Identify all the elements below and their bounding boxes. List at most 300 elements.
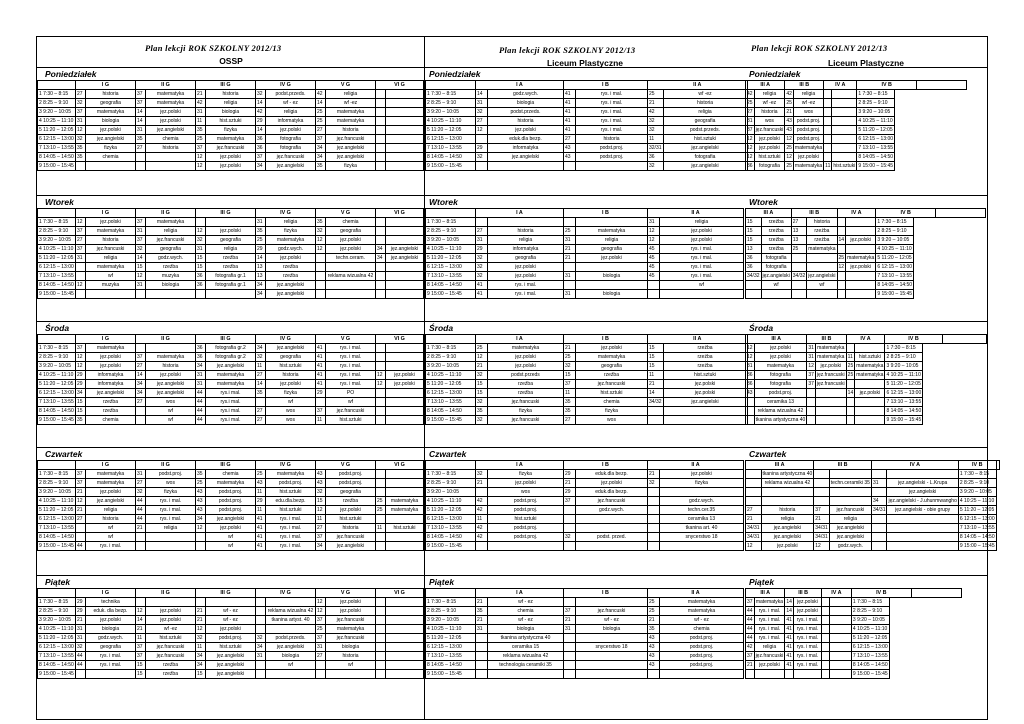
- room-number: 32: [648, 126, 664, 135]
- room-number: 21: [747, 661, 753, 668]
- column-header: I B: [564, 209, 648, 218]
- room-number: 25: [316, 117, 326, 126]
- room-number: 11: [648, 371, 664, 380]
- table-row: reklama wizualna 42 techn.ceramiki 35 31 jęz.angielski - L.Krupa 2 8:25 – 9:10: [746, 479, 1000, 488]
- subject: jęz.polski: [146, 108, 196, 117]
- subject: wf - ez: [206, 607, 256, 616]
- subject: jęz.polski: [815, 362, 846, 371]
- room-number: 42: [256, 108, 266, 117]
- room-number: 29: [256, 245, 266, 254]
- lesson-time: 7:30 – 8:15: [431, 344, 457, 351]
- table-row: 9 15:00 – 15:45 44 rys. i mal. wf 41 rys. i mal. 34 jęz.angielski: [38, 542, 424, 551]
- room-number: 43: [316, 470, 326, 479]
- room-number: 31: [871, 479, 887, 488]
- room-number: 29: [476, 144, 488, 153]
- lesson-time: 12:15 – 13:00: [857, 643, 888, 650]
- subject: [386, 542, 424, 551]
- room-number: [476, 670, 488, 679]
- subject: [386, 227, 424, 236]
- subject: hist.sztuki: [663, 135, 747, 144]
- room-number: 37: [136, 643, 146, 652]
- room-number: 14: [847, 389, 854, 396]
- subject: jęz.polski: [206, 153, 256, 162]
- room-number: 31: [476, 99, 488, 108]
- room-number: 42: [747, 643, 753, 650]
- room-number: 25: [786, 144, 792, 151]
- column-header: IV B: [885, 335, 942, 344]
- room-number: 35: [316, 162, 326, 171]
- subject: matematyka: [206, 135, 256, 144]
- subject: rzeźba: [146, 670, 196, 679]
- subject: [386, 117, 424, 126]
- day-label: Poniedziałek: [45, 69, 97, 79]
- subject: podst.proj.: [206, 497, 256, 506]
- subject: podst.przeds.: [266, 634, 316, 643]
- subject: hist.sztuki: [576, 389, 648, 398]
- room-number: [136, 407, 146, 416]
- subject: [576, 218, 648, 227]
- column-header: III B: [791, 209, 837, 218]
- schedule-table: [745, 208, 986, 299]
- room-number: 25: [564, 227, 576, 236]
- room-number: 25: [786, 99, 792, 106]
- lesson-time: 9:20 – 10:05: [431, 362, 459, 369]
- table-row: 42 religia 41 rys. i mal. 6 12:15 – 13:00: [747, 643, 888, 650]
- subject: matematyka: [86, 470, 136, 479]
- subject: [386, 470, 424, 479]
- subject: matematyka: [326, 117, 376, 126]
- room-number: [814, 488, 830, 497]
- room-number: [821, 652, 829, 661]
- room-number: 37: [76, 470, 86, 479]
- room-number: 41: [476, 281, 488, 290]
- room-number: [316, 398, 326, 407]
- room-number: [256, 607, 266, 616]
- room-number: 21: [648, 99, 664, 108]
- room-number: 14: [256, 380, 266, 389]
- subject: geografia: [488, 254, 564, 263]
- subject: historia: [146, 362, 196, 371]
- room-number: 31: [476, 625, 488, 634]
- table-row: 34 jęz.angielski - J.uhunmwangho 4 10:25 – 11:10: [746, 497, 1000, 506]
- subject: jęz.polski: [761, 542, 814, 551]
- room-number: 25: [648, 90, 664, 99]
- subject: [86, 290, 136, 299]
- subject: rys.i mal.: [206, 416, 256, 425]
- subject: matematyka: [86, 227, 136, 236]
- subject: [488, 670, 564, 679]
- subject: rys. i mal.: [576, 99, 648, 108]
- subject: jęz.angielski: [762, 272, 790, 279]
- subject: historia: [488, 227, 564, 236]
- room-number: 27: [476, 117, 488, 126]
- room-number: 32: [564, 533, 576, 542]
- lesson-time: 10:25 – 11:10: [43, 625, 74, 632]
- room-number: [76, 290, 86, 299]
- subject: rys. i mal.: [488, 290, 564, 299]
- room-number: 15: [196, 670, 206, 679]
- subject: wf: [326, 661, 376, 670]
- room-number: [871, 488, 887, 497]
- subject: rzeźba: [266, 263, 316, 272]
- subject: [846, 245, 876, 254]
- room-number: 32: [648, 479, 660, 488]
- table-row: 9 15:00 – 15:45 12 jęz.polski 34 jęz.angielski 35 fizyka: [38, 162, 424, 171]
- lesson-time: 12:15 – 13:00: [43, 515, 74, 522]
- lesson-time: 9:20 – 10:05: [431, 488, 459, 495]
- column-header: VI G: [376, 461, 424, 470]
- subject: [663, 416, 747, 425]
- subject: rzeźba: [266, 272, 316, 281]
- room-number: 25: [196, 479, 206, 488]
- day-label: Wtorek: [749, 197, 778, 207]
- table-row: 8 14:05 – 14:50 32 jęz.angielski 43 podst.proj. 36 fotografia: [426, 153, 748, 162]
- room-number: 11: [256, 488, 266, 497]
- lesson-time: 8:25 – 9:10: [43, 479, 69, 486]
- room-number: 44: [136, 497, 146, 506]
- subject: [807, 263, 837, 272]
- schedule-table: [37, 588, 424, 679]
- room-number: 21: [76, 506, 86, 515]
- lesson-time: 14:05 – 14:50: [890, 407, 922, 414]
- room-number: [376, 542, 386, 551]
- room-number: 31: [256, 218, 266, 227]
- lesson-time: 9:20 – 10:05: [890, 362, 919, 369]
- lesson-time: 15:00 – 15:45: [43, 416, 74, 423]
- ossp-day-table: [37, 208, 424, 299]
- subject: matematyka: [660, 598, 744, 607]
- room-number: 21: [196, 607, 206, 616]
- room-number: 21: [136, 625, 146, 634]
- room-number: 12: [196, 625, 206, 634]
- room-number: 31: [196, 371, 206, 380]
- room-number: [791, 290, 807, 299]
- room-number: 21: [564, 479, 576, 488]
- subject: [386, 479, 424, 488]
- room-number: 31: [747, 117, 753, 124]
- subject: jęz.angielski: [887, 488, 958, 497]
- lesson-time: 12:15 – 13:00: [431, 263, 462, 270]
- table-row: 1 7:30 – 8:15 12 jęz.polski 37 matematyka 31 religia 35 chemia: [38, 218, 424, 227]
- room-number: 11: [196, 117, 206, 126]
- room-number: 12: [648, 227, 660, 236]
- column-header: I A: [476, 209, 564, 218]
- room-number: [196, 533, 206, 542]
- room-number: 15: [564, 371, 576, 380]
- subject: jęz.polski: [86, 218, 136, 227]
- room-number: 34: [256, 162, 266, 171]
- table-row: 42 religia 42 religia 1 7:30 – 8:15: [746, 90, 967, 99]
- room-number: [807, 407, 816, 416]
- table-row: 5 11:20 – 12:05 15 rzeźba 37 jęz.francuski 21 jęz.polski: [426, 380, 748, 389]
- column-header: III B: [807, 335, 846, 344]
- subject: snycerstwo 18: [576, 643, 648, 652]
- room-number: [564, 670, 576, 679]
- lesson-time: 8:25 – 9:10: [431, 607, 457, 614]
- room-number: [376, 344, 386, 353]
- ossp-day-table: [37, 334, 424, 425]
- day-label: Czwartek: [45, 449, 83, 459]
- lesson-time: 12:15 – 13:00: [890, 389, 922, 396]
- lesson-time: 9:20 – 10:05: [43, 108, 71, 115]
- column-header: III A: [746, 209, 792, 218]
- room-number: 43: [786, 117, 792, 124]
- subject: [832, 135, 857, 144]
- room-number: 44: [136, 506, 146, 515]
- room-number: 35: [564, 398, 576, 407]
- room-number: [807, 416, 816, 425]
- subject: wf: [807, 281, 837, 290]
- room-number: 45: [648, 245, 660, 254]
- subject: jęz.polski: [206, 162, 256, 171]
- subject: fotografia: [266, 135, 316, 144]
- timetable-sheet: [36, 36, 995, 720]
- subject: podst.proj.: [488, 533, 564, 542]
- subject: [793, 670, 821, 679]
- room-number: 13: [256, 272, 266, 281]
- room-number: 41: [316, 362, 326, 371]
- subject: jęz.francuski: [206, 144, 256, 153]
- table-row: 7 13:10 – 13:55 32 jęz.polski 31 biologia 45 rys. i mal.: [426, 272, 744, 281]
- subject: matematyka: [576, 353, 648, 362]
- room-number: 34/32: [649, 398, 662, 405]
- room-number: 34/31: [815, 524, 828, 531]
- lesson-time: 10:25 – 11:10: [857, 625, 888, 632]
- column-header: III B: [814, 461, 872, 470]
- lesson-time: 7:30 – 8:15: [43, 90, 69, 97]
- room-number: [376, 362, 386, 371]
- table-row: 12 jęz.polski 31 matematyka 11 hist.sztuki 2 8:25 – 9:10: [746, 353, 987, 362]
- subject: fizyka: [206, 126, 256, 135]
- title-right: Plan lekcji ROK SZKOLNY 2012/13: [751, 43, 888, 53]
- table-row: 21 religia 21 religia 6 12:15 – 13:00: [747, 515, 995, 522]
- room-number: 25: [838, 254, 845, 261]
- subject: [807, 254, 837, 263]
- subject: [386, 272, 424, 281]
- room-number: [376, 126, 386, 135]
- subject: jęz.polski: [663, 389, 747, 398]
- lesson-time: 8:25 – 9:10: [43, 353, 69, 360]
- lesson-time: 7:30 – 8:15: [881, 218, 907, 225]
- room-number: 27: [256, 371, 266, 380]
- room-number: 25: [476, 344, 488, 353]
- column-header: II A: [648, 589, 744, 598]
- room-number: 35: [256, 227, 266, 236]
- subject: wf: [266, 398, 316, 407]
- lesson-time: 14:05 – 14:50: [881, 281, 913, 288]
- subject: jęz.angielski - obie grupy: [887, 506, 958, 515]
- room-number: [376, 616, 386, 625]
- lesson-time: 10:25 – 11:10: [43, 117, 74, 124]
- table-row: 8 14:05 – 14:50 41 rys. i mal. wf: [426, 281, 744, 290]
- lesson-time: 10:25 – 11:10: [431, 245, 462, 252]
- column-header: IV B: [851, 589, 911, 598]
- subject: [887, 542, 958, 551]
- room-number: 41: [786, 643, 792, 650]
- room-number: [376, 153, 386, 162]
- room-number: 12: [316, 607, 326, 616]
- subject: jęz.angielski: [146, 126, 196, 135]
- room-number: [196, 218, 206, 227]
- room-number: 14: [136, 117, 146, 126]
- room-number: 29: [76, 371, 86, 380]
- table-row: ceramika 13 7 13:10 – 13:55: [746, 398, 987, 407]
- subject: religia: [829, 515, 871, 524]
- room-number: 25: [564, 353, 576, 362]
- subject: jęz.angielski: [266, 162, 316, 171]
- room-number: 11: [196, 643, 206, 652]
- subject: [846, 272, 876, 281]
- room-number: [871, 515, 887, 524]
- room-number: 27: [316, 652, 326, 661]
- subject: matematyka: [206, 479, 256, 488]
- column-header: II G: [136, 209, 196, 218]
- table-row: 6 12:15 – 13:00 32 geografia 37 jęz.francuski 11 hist.sztuki 34 jęz.angielski 31 biologia: [38, 643, 424, 652]
- room-number: [256, 661, 266, 670]
- subject: jęz.polski: [855, 389, 885, 398]
- subject: jęz.polski: [488, 479, 564, 488]
- room-number: [821, 670, 829, 679]
- room-number: 41: [786, 616, 792, 623]
- subject: jęz.francuski: [576, 497, 648, 506]
- room-number: [376, 470, 386, 479]
- room-number: [376, 634, 386, 643]
- subject: geografia: [576, 362, 648, 371]
- table-row: 1 7:30 – 8:15 29 technika 12 jęz.polski: [38, 598, 424, 607]
- room-number: 36: [746, 263, 762, 272]
- table-row: 7 13:10 – 13:55 reklama wizualna 42 43 podst.proj.: [426, 652, 744, 661]
- subject: jęz.angielski: [829, 533, 871, 542]
- subject: jęz.angielski: [86, 389, 136, 398]
- schedule-table: [37, 334, 424, 425]
- column-header: III A: [746, 335, 807, 344]
- subject: [887, 533, 958, 542]
- subject: rys. i mal.: [266, 515, 316, 524]
- table-row: 31 wos 43 podst.proj. 4 10:25 – 11:10: [747, 117, 893, 124]
- room-number: [824, 126, 832, 135]
- table-row: 21 jęz.polski 41 rys. i mal. 8 14:05 – 14:50: [747, 661, 888, 668]
- lesson-time: 8:25 – 9:10: [862, 99, 888, 106]
- subject: podst.proj.: [793, 117, 823, 126]
- lesson-time: 15:00 – 15:45: [43, 670, 74, 677]
- subject: [386, 153, 424, 162]
- table-row: 1 7:30 – 8:15 25 matematyka 21 jęz.polski 15 rzeźba: [426, 344, 748, 353]
- room-number: [814, 470, 830, 479]
- room-number: 12: [196, 227, 206, 236]
- room-number: [476, 661, 488, 670]
- room-number: 12: [136, 607, 146, 616]
- subject: podst.proj.: [660, 634, 744, 643]
- room-number: 27: [476, 227, 488, 236]
- column-header: IV A: [846, 335, 885, 344]
- room-number: 43: [196, 488, 206, 497]
- lesson-time: 12:15 – 13:00: [43, 135, 74, 142]
- lesson-time: 10:25 – 11:10: [431, 625, 462, 632]
- subject: rys. i mal.: [488, 281, 564, 290]
- room-number: 15: [746, 236, 762, 245]
- lesson-time: 12:15 – 13:00: [431, 389, 462, 396]
- subject: geografia: [266, 353, 316, 362]
- room-number: [837, 281, 846, 290]
- subject: rys. i mal.: [266, 542, 316, 551]
- table-row: 3 9:20 – 10:05 37 matematyka 14 jęz.polski 31 biologia 42 religia 25 matematyka: [38, 108, 424, 117]
- lesson-time: 13:10 – 13:55: [431, 272, 462, 279]
- column-header: III G: [196, 335, 256, 344]
- subject: [206, 290, 256, 299]
- room-number: 41: [316, 353, 326, 362]
- subject: [815, 398, 846, 407]
- subject: [754, 670, 785, 679]
- subject: rys. i mal.: [793, 634, 821, 643]
- schedule-table: [745, 588, 962, 679]
- lesson-time: 10:25 – 11:10: [964, 497, 995, 504]
- lesson-time: 15:00 – 15:45: [881, 290, 913, 297]
- subject: biologia: [146, 281, 196, 290]
- subject: [829, 497, 871, 506]
- subject: jęz.angielski: [386, 254, 424, 263]
- subject: rys. i mal.: [266, 524, 316, 533]
- room-number: 32: [256, 634, 266, 643]
- room-number: [316, 254, 326, 263]
- subject: wf -ez: [146, 625, 196, 634]
- lesson-time: 7:30 – 8:15: [431, 470, 457, 477]
- table-row: 6 12:15 – 13:00 32 jęz.polski 45 rys. i mal.: [426, 263, 744, 272]
- room-number: [196, 598, 206, 607]
- subject: [660, 488, 744, 497]
- subject: religia: [488, 236, 564, 245]
- room-number: [376, 263, 386, 272]
- subject: rys. i mal.: [86, 542, 136, 551]
- table-row: 31 matematyka 12 jęz.polski 25 matematyka 3 9:20 – 10:05: [746, 362, 987, 371]
- subject: biologia: [86, 117, 136, 126]
- room-number: 35: [564, 407, 576, 416]
- subject: religia: [326, 90, 376, 99]
- subject: [386, 652, 424, 661]
- subject: rzeźba: [86, 407, 136, 416]
- table-row: 7 13:10 – 13:55 42 podst.proj. tkanina art. 40: [426, 524, 744, 533]
- room-number: 11: [256, 506, 266, 515]
- subject: jęz.angielski: [663, 162, 747, 171]
- subject: [266, 670, 316, 679]
- room-number: 21: [196, 90, 206, 99]
- table-row: 8 14:05 – 14:50 12 muzyka 31 biologia 36 fotografia gr.1 34 jęz.angielski: [38, 281, 424, 290]
- day-label: Poniedziałek: [749, 69, 801, 79]
- subject: wf: [761, 281, 791, 290]
- subject: [855, 407, 885, 416]
- room-number: [376, 236, 386, 245]
- column-header: IV B: [876, 209, 936, 218]
- subject: podst.proj.: [576, 144, 648, 153]
- subject: [576, 661, 648, 670]
- table-row: 3 9:20 – 10:05 21 jęz.polski 32 geografia 15 rzeźba: [426, 362, 748, 371]
- subject: rys. i mal.: [146, 497, 196, 506]
- room-number: 14: [136, 616, 146, 625]
- subject: rzeźba: [576, 371, 648, 380]
- subject: historia: [326, 652, 376, 661]
- subject: jęz.francuski: [266, 153, 316, 162]
- subject: rys. i mal.: [793, 625, 821, 634]
- lesson-time: 15:00 – 15:45: [431, 290, 462, 297]
- subject: [386, 99, 424, 108]
- table-row: 12 jęz.polski 25 matematyka 7 13:10 – 13:55: [747, 144, 894, 151]
- schedule-table: [37, 208, 424, 299]
- lesson-time: 9:20 – 10:05: [862, 108, 891, 115]
- table-row: 2 8:25 – 9:10 12 jęz.polski 37 matematyka 36 fotografia gr.2 32 geografia 41 rys. i mal.: [38, 353, 424, 362]
- lesson-time: 14:05 – 14:50: [431, 407, 462, 414]
- room-number: 37: [136, 236, 146, 245]
- room-number: 15: [648, 362, 664, 371]
- room-number: [746, 290, 762, 299]
